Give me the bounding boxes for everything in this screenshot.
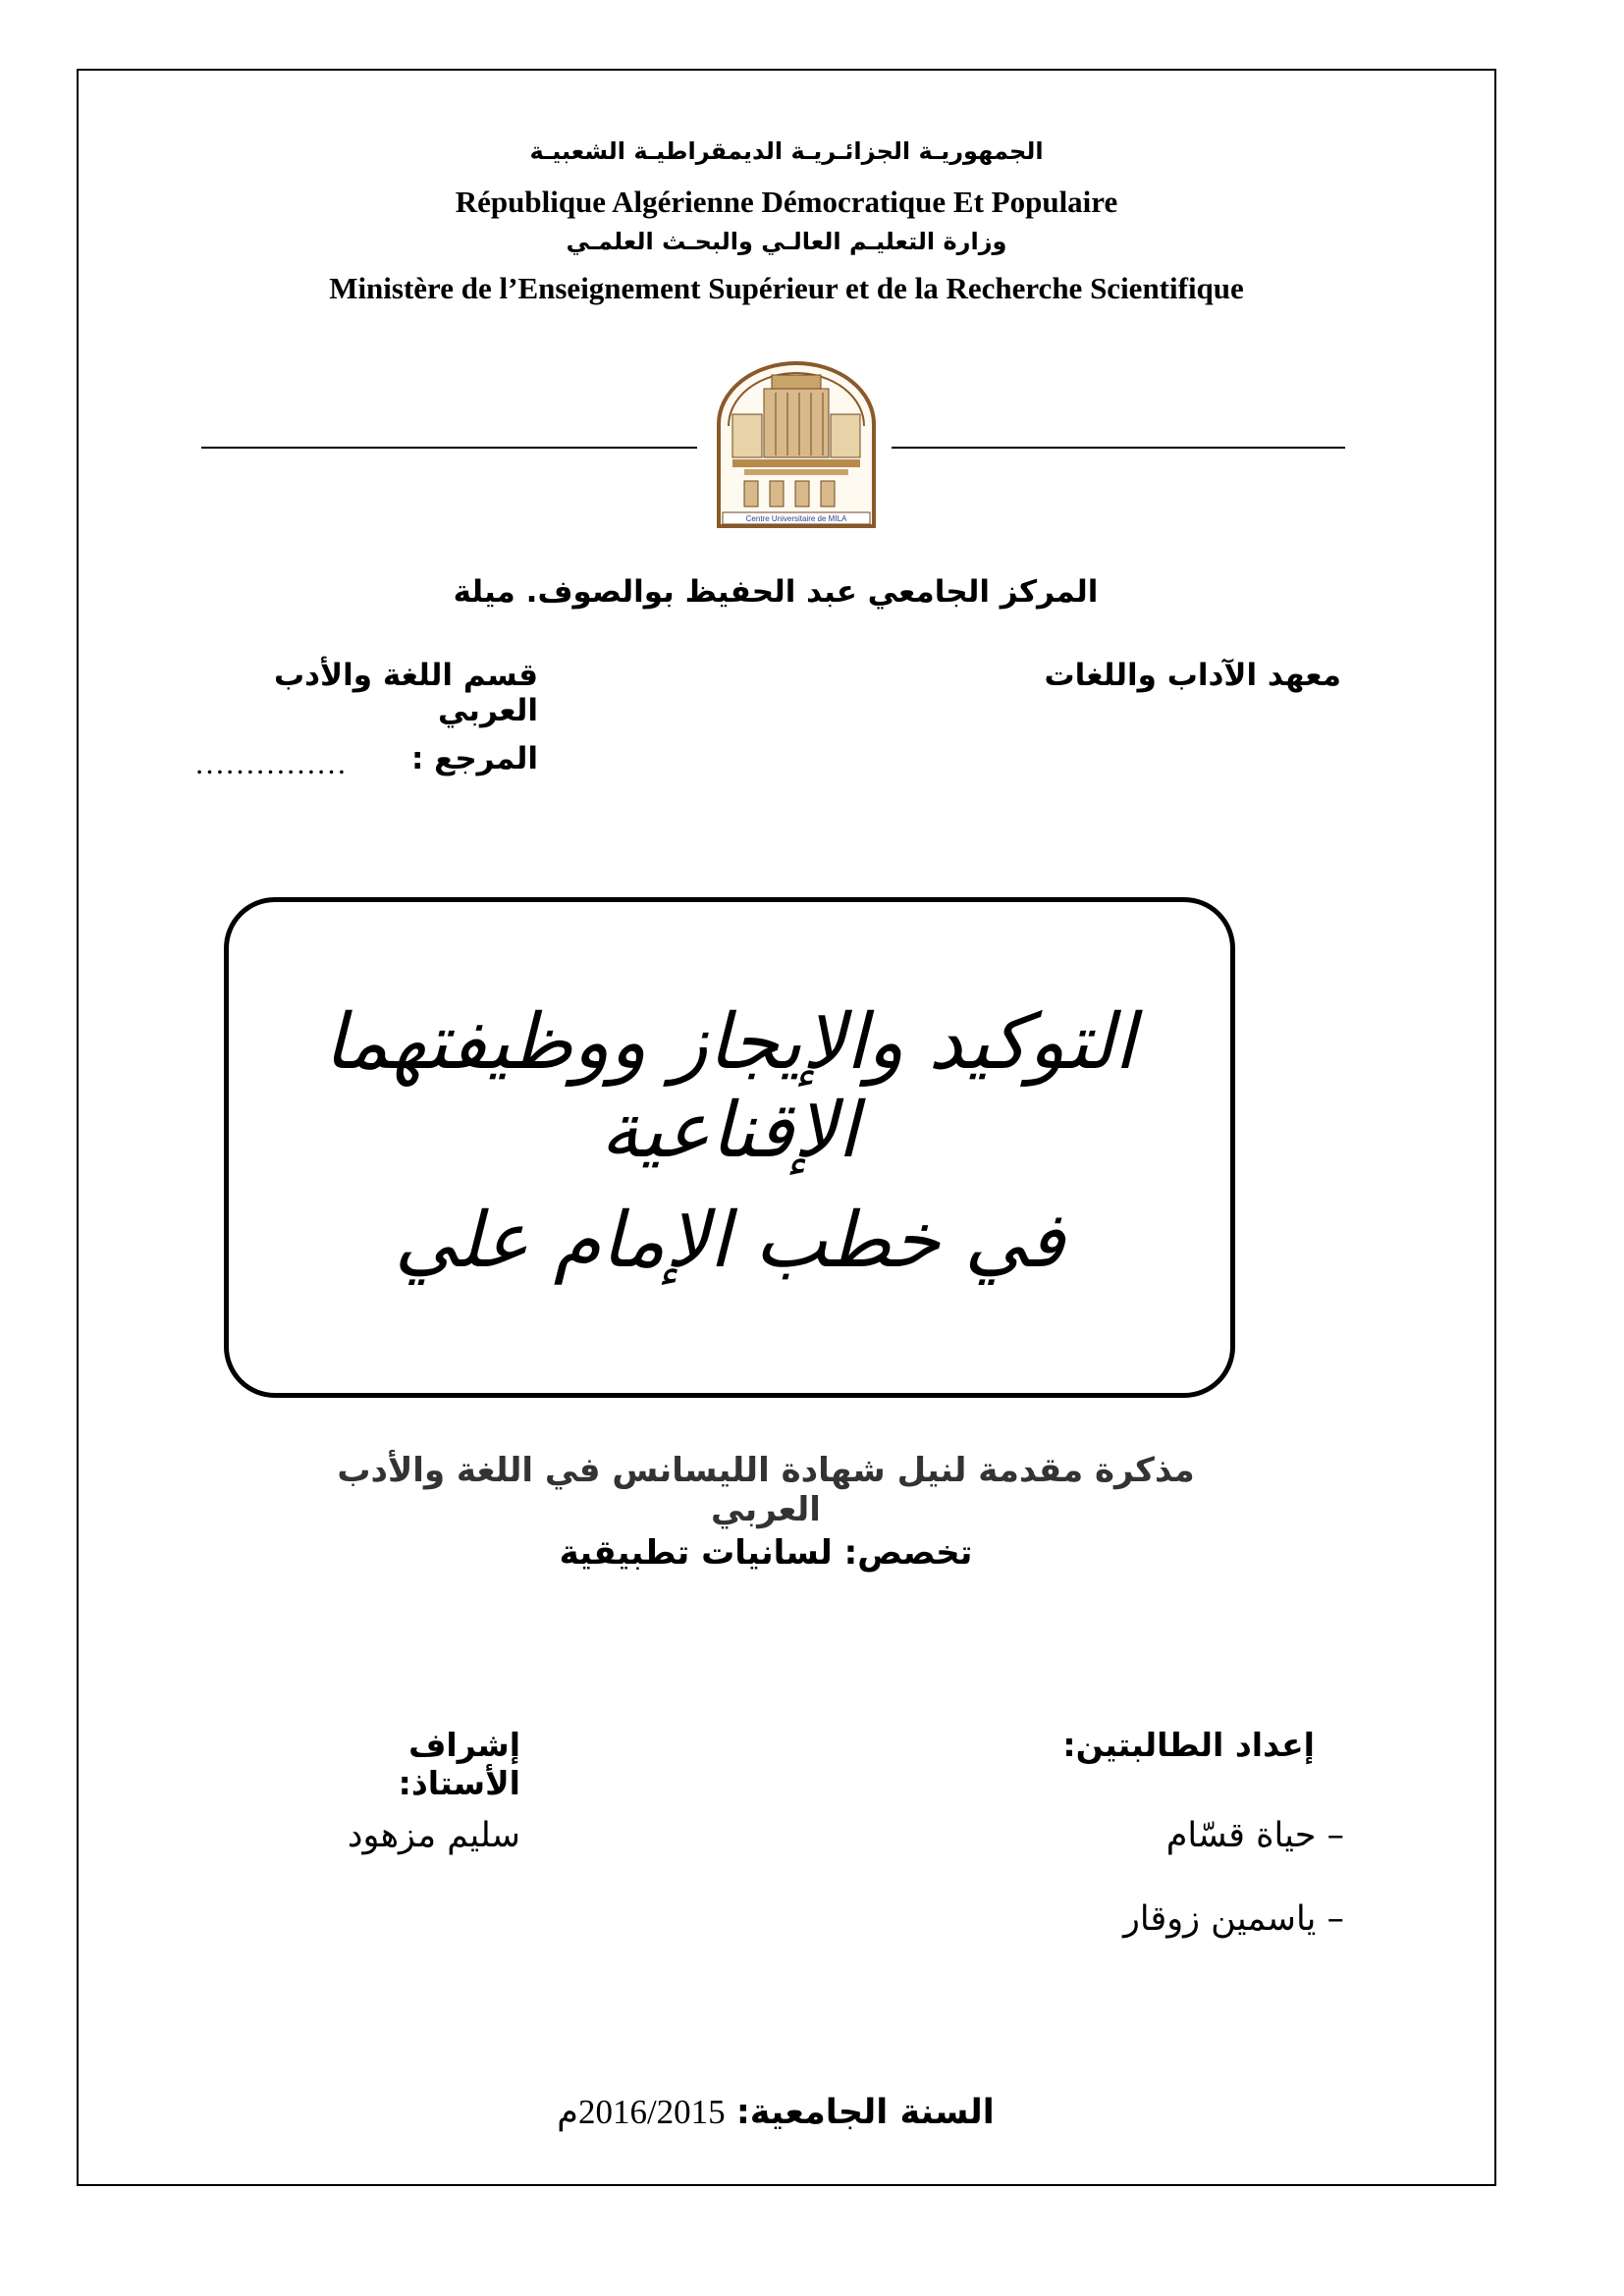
institute-name: معهد الآداب واللغات <box>1044 658 1341 693</box>
ministry-french: Ministère de l’Enseignement Supérieur et de la Recherche Scientifique <box>329 271 1244 305</box>
supervisor-name: سليم مزهود <box>347 1816 520 1855</box>
department-name: قسم اللغة والأدب العربي <box>274 658 538 728</box>
student-name-1-text: حياة قسّام <box>1165 1816 1317 1855</box>
republic-arabic: الجمهوريـة الجزائـريـة الديمقراطيـة الشعبيـة <box>529 137 1044 165</box>
academic-year-value: 2016/2015م <box>557 2093 726 2131</box>
logo-caption: Centre Universitaire de MILA <box>745 514 847 523</box>
student-name-2: – ياسمين زوقار <box>1122 1899 1344 1939</box>
thesis-title-line-1: التوكيد والإيجاز ووظيفتهما الإقناعية <box>323 998 1136 1175</box>
reference-label: المرجع : <box>410 741 538 776</box>
reference-dots: …………… <box>194 746 347 780</box>
header-rule-right <box>892 447 1345 449</box>
academic-year-label: السنة الجامعية: <box>735 2093 995 2132</box>
ministry-arabic: وزارة التعليـم العالـي والبحـث العلمـي <box>566 228 1007 255</box>
degree-description: مذكرة مقدمة لنيل شهادة الليسانس في اللغة والأدب العربي <box>337 1451 1195 1529</box>
academic-year <box>530 2093 1021 2132</box>
specialty: تخصص: لسانيات تطبيقية <box>559 1533 973 1573</box>
title-box <box>224 897 1235 1398</box>
university-center-name: المركز الجامعي عبد الحفيظ بوالصوف. ميلة <box>453 574 1099 610</box>
thesis-title-line-2: في خطب الإمام علي <box>394 1197 1065 1285</box>
student-name-1: – حياة قسّام <box>1165 1816 1344 1855</box>
republic-french: République Algérienne Démocratique Et Populaire <box>455 185 1118 219</box>
students-label: إعداد الطالبتين: <box>1062 1726 1315 1764</box>
university-logo <box>709 353 884 530</box>
supervisor-label: إشراف الأستاذ: <box>398 1726 520 1802</box>
student-name-2-text: ياسمين زوقار <box>1122 1899 1317 1939</box>
header-rule-left <box>201 447 697 449</box>
